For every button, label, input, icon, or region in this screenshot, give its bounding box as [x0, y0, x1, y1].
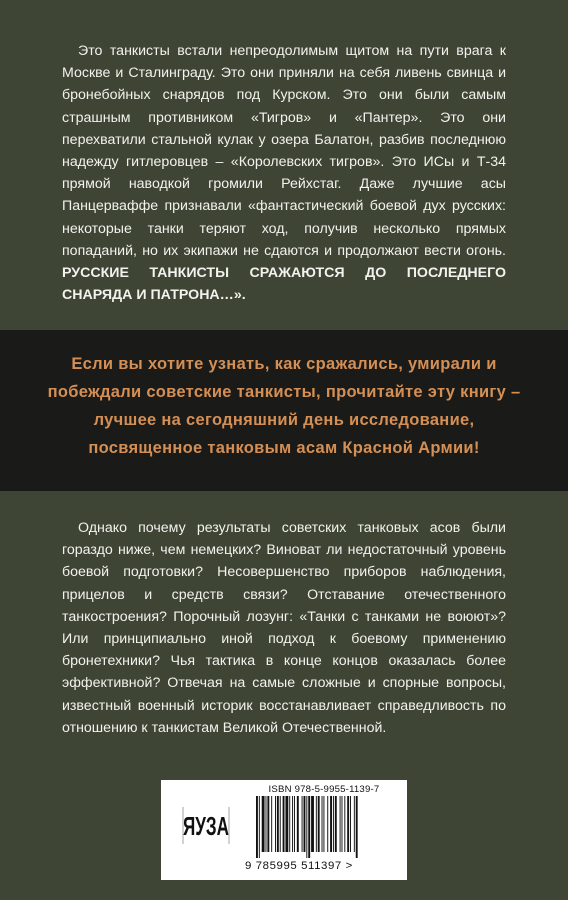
barcode-bars	[255, 796, 397, 858]
bottom-paragraph: Однако почему результаты советских танковых асов были гораздо ниже, чем немецких? Виноват ли недостаточный уровень боевой подготовки? Несовершенство приборов наблюдения, прицелов и средств связи? Отставание отечественного танкостроения? Порочный лозунг: «Танки с танками не воюют»? Или принципиально иной подход к боевому применению бронетехники? Чья тактика в конце концов оказалась более эффективной? Отвечая на самые сложные и спорные вопросы, известный военный историк восстанавливает справедливость по отношению к танкистам Великой Отечественной.	[62, 520, 506, 736]
barcode-bar	[259, 796, 260, 858]
barcode-bar	[280, 796, 281, 852]
barcode-bar	[266, 796, 267, 852]
barcode-bar	[292, 796, 293, 852]
promo-banner	[0, 330, 568, 491]
isbn-text: ISBN 978-5-9955-1139-7	[268, 784, 380, 795]
barcode-bar	[285, 796, 288, 852]
barcode-bar	[340, 796, 341, 852]
barcode-bar	[275, 796, 276, 852]
barcode-bar	[327, 796, 328, 852]
barcode-digits: 9 785995 511397 >	[245, 860, 353, 872]
barcode-bar	[330, 796, 332, 852]
barcode-bar	[318, 796, 320, 852]
top-paragraph-text: Это танкисты встали непреодолимым щитом на пути врага к Москве и Сталинграду. Это они приняли на себя ливень свинца и бронебойных снарядов под Курском. Это они были самым страшным противником «Тигров» и «Пантер». Это они перехватили стальной кулак у озера Балатон, разбив последнюю надежду гитлеровцев – «Королевских тигров». Это ИСы и Т-34 прямой наводкой громили Рейхстаг. Даже лучшие асы Панцерваффе признавали «фантастический боевой дух русских: некоторые танки теряют ход, получив несколько прямых попаданий, но их экипажи не сдаются и продолжают вести огонь.	[62, 43, 506, 259]
barcode-bar	[304, 796, 306, 852]
barcode-bar	[306, 796, 307, 858]
barcode-bar	[289, 796, 290, 852]
top-paragraph-bold-text: РУССКИЕ ТАНКИСТЫ СРАЖАЮТСЯ ДО ПОСЛЕДНЕГО СНАРЯДА И ПАТРОНА…».	[62, 265, 506, 304]
promo-banner-text: Если вы хотите узнать, как сражались, умирали и побеждали советские танкисты, прочитайте эту книгу – лучшее на сегодняшний день исследование, посвященное танковым асам Красной Армии!	[47, 355, 521, 457]
barcode-bar	[344, 796, 345, 852]
barcode-bar	[333, 796, 334, 852]
barcode-bar	[323, 796, 324, 852]
barcode-bar	[262, 796, 265, 852]
barcode-bar	[256, 796, 258, 858]
barcode-bar	[271, 796, 272, 852]
barcode-bar	[350, 796, 351, 852]
barcode-bar	[294, 796, 295, 852]
barcode-bar	[308, 796, 310, 858]
barcode-bar	[311, 796, 314, 852]
barcode-bar	[316, 796, 317, 852]
barcode-bar	[302, 796, 303, 852]
barcode-bar	[335, 796, 337, 852]
publisher-logo	[169, 802, 241, 850]
top-paragraph	[62, 40, 506, 306]
barcode-panel	[161, 780, 407, 880]
barcode-bar	[277, 796, 279, 852]
barcode-bar	[267, 796, 269, 852]
barcode-bar	[322, 796, 323, 852]
barcode-bar	[342, 796, 343, 852]
barcode-bar	[297, 796, 299, 852]
barcode-bar	[354, 796, 355, 852]
barcode-bar	[283, 796, 285, 852]
barcode-bar	[356, 796, 358, 858]
barcode-bar	[347, 796, 349, 852]
publisher-logo-text: ЯУЗА	[183, 811, 230, 841]
